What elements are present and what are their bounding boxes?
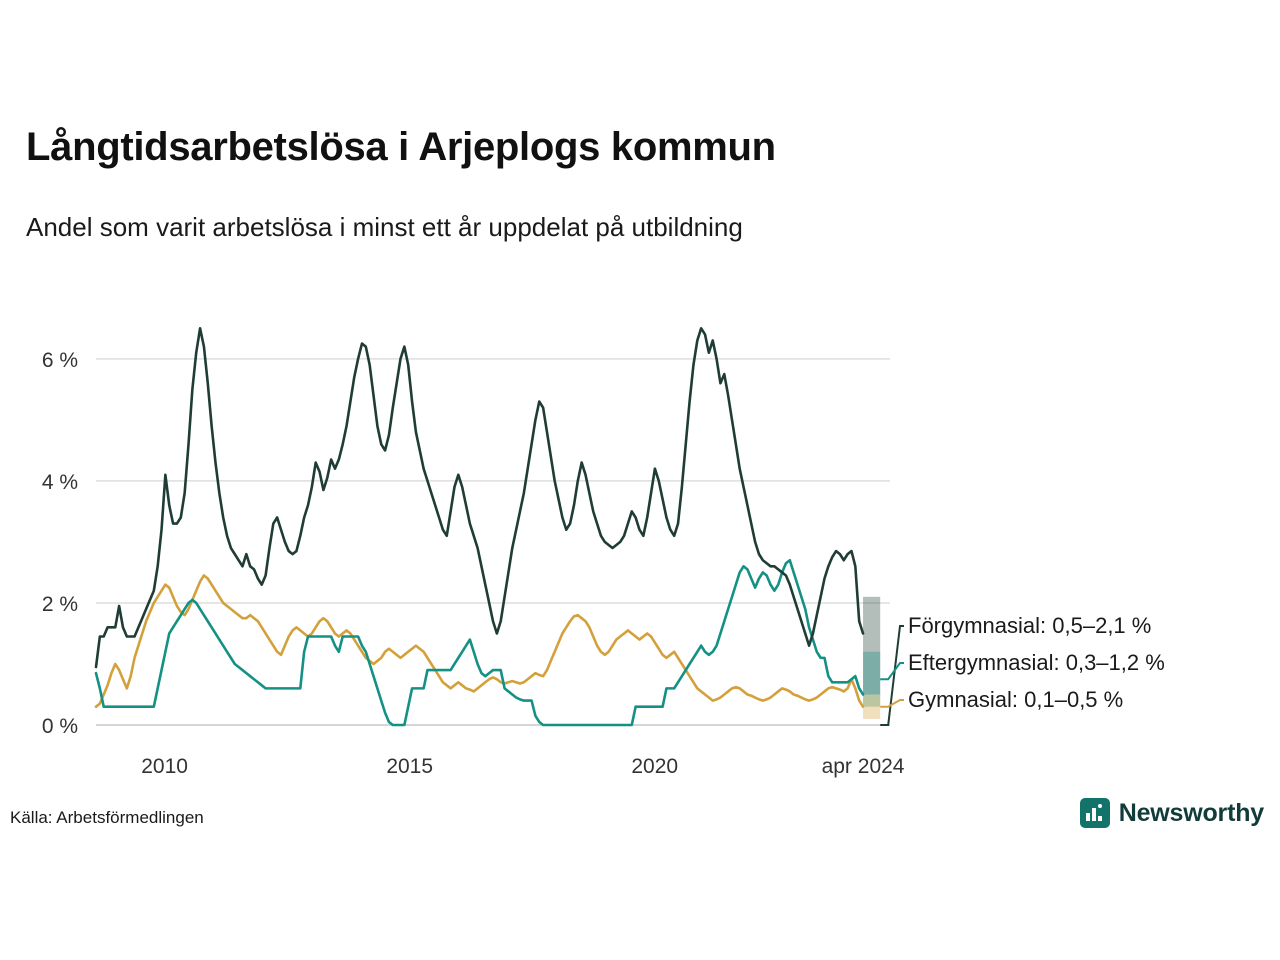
- x-axis-labels: [141, 755, 905, 778]
- series-label-gymnasial: Gymnasial: 0,1–0,5 %: [908, 687, 1124, 712]
- svg-text:2020: 2020: [631, 755, 679, 778]
- page-title: Långtidsarbetslösa i Arjeplogs kommun: [26, 125, 776, 169]
- source-note: Källa: Arbetsförmedlingen: [10, 808, 204, 827]
- series-lines: [96, 328, 863, 725]
- chart-svg: [0, 270, 1280, 790]
- line-chart: [0, 270, 1280, 790]
- svg-text:6 %: 6 %: [41, 348, 78, 372]
- y-axis-labels: [42, 349, 78, 738]
- brand-logo: [1080, 798, 1264, 828]
- svg-text:4 %: 4 %: [41, 470, 78, 494]
- forecast-bands: [863, 597, 880, 719]
- newsworthy-icon: [1080, 798, 1110, 828]
- svg-text:2015: 2015: [386, 755, 434, 778]
- series-label-forgymnasial: Förgymnasial: 0,5–2,1 %: [908, 613, 1152, 638]
- page-subtitle: Andel som varit arbetslösa i minst ett år uppdelat på utbildning: [26, 212, 743, 242]
- svg-text:2 %: 2 %: [41, 592, 78, 616]
- brand-name: Newsworthy: [1118, 798, 1264, 827]
- series-label-eftergymnasial: Eftergymnasial: 0,3–1,2 %: [908, 650, 1165, 675]
- svg-text:0 %: 0 %: [41, 715, 78, 738]
- svg-text:apr 2024: apr 2024: [821, 755, 905, 778]
- series-leader-lines: [880, 626, 904, 725]
- svg-text:2010: 2010: [141, 755, 188, 778]
